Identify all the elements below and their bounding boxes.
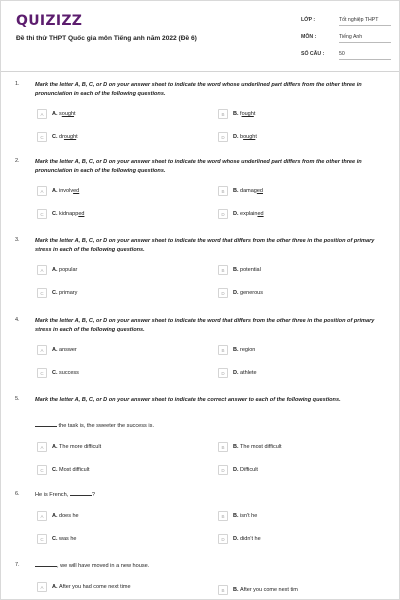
question-number: 1. bbox=[15, 81, 20, 87]
option-text bbox=[52, 584, 131, 590]
option-letter-box[interactable]: B bbox=[218, 109, 228, 119]
answer-option-a[interactable] bbox=[37, 511, 197, 523]
option-text bbox=[52, 536, 76, 542]
option-word: kidnapp bbox=[59, 211, 79, 217]
option-letter: C. bbox=[52, 467, 60, 473]
answer-option-a[interactable] bbox=[37, 186, 197, 198]
option-text bbox=[52, 370, 79, 376]
question-instruction: Mark the letter A, B, C, or D on your answer sheet to indicate the word that differs from the other three in the position of primary stress in each of the following questions. bbox=[35, 238, 375, 253]
answer-option-b[interactable] bbox=[218, 511, 378, 523]
option-word: involv bbox=[59, 188, 74, 194]
answer-option-a[interactable] bbox=[37, 442, 197, 454]
option-text bbox=[52, 290, 77, 296]
underlined-part: ough bbox=[243, 134, 256, 140]
option-text bbox=[52, 267, 77, 273]
option-letter-box[interactable]: A bbox=[37, 265, 47, 275]
option-text bbox=[52, 444, 101, 450]
meta-value: Tiếng Anh bbox=[339, 34, 391, 43]
option-letter-box[interactable]: C bbox=[37, 132, 47, 142]
option-word: success bbox=[59, 370, 79, 376]
option-word: was he bbox=[59, 536, 77, 542]
meta-label: LỚP : bbox=[301, 17, 316, 23]
option-text bbox=[52, 188, 79, 194]
answer-option-d[interactable] bbox=[218, 132, 378, 144]
option-text bbox=[52, 134, 78, 140]
option-letter: A. bbox=[52, 111, 60, 117]
option-letter-box[interactable]: D bbox=[218, 368, 228, 378]
option-text bbox=[52, 467, 90, 473]
option-letter-box[interactable]: C bbox=[37, 288, 47, 298]
option-word: After you had come next time bbox=[59, 584, 131, 590]
question-number: 3. bbox=[15, 237, 20, 243]
answer-option-b[interactable] bbox=[218, 265, 378, 277]
option-letter-box[interactable]: B bbox=[218, 442, 228, 452]
option-text bbox=[233, 211, 264, 217]
answer-option-d[interactable] bbox=[218, 465, 378, 477]
question-number: 6. bbox=[15, 491, 20, 497]
question-instruction: Mark the letter A, B, C, or D on your answer sheet to indicate the word whose underlined part differs from the other three in pronunciation in each of the following questions. bbox=[35, 159, 362, 174]
answer-option-d[interactable] bbox=[218, 209, 378, 221]
option-text bbox=[52, 111, 76, 117]
option-letter: A. bbox=[52, 584, 60, 590]
answer-option-d[interactable] bbox=[218, 534, 378, 546]
underlined-part: ed bbox=[78, 211, 85, 217]
option-text bbox=[52, 513, 79, 519]
question bbox=[1, 491, 399, 571]
option-word: primary bbox=[59, 290, 78, 296]
option-letter-box[interactable]: D bbox=[218, 288, 228, 298]
meta-row-count bbox=[301, 49, 396, 66]
option-letter: C. bbox=[52, 370, 60, 376]
answer-option-b[interactable] bbox=[218, 345, 378, 357]
option-letter: A. bbox=[52, 188, 60, 194]
option-word: isn't he bbox=[240, 513, 258, 519]
option-word: t bbox=[76, 134, 78, 140]
option-text bbox=[233, 513, 257, 519]
option-word: After you come next tim bbox=[240, 587, 298, 593]
option-text bbox=[233, 347, 255, 353]
option-word: region bbox=[240, 347, 256, 353]
option-word: t bbox=[253, 111, 256, 117]
option-word: The most difficult bbox=[240, 444, 282, 450]
option-letter: B. bbox=[233, 347, 241, 353]
answer-blank bbox=[70, 491, 92, 496]
option-word: The more difficult bbox=[59, 444, 102, 450]
option-letter-box[interactable]: B bbox=[218, 186, 228, 196]
question bbox=[1, 237, 399, 317]
option-letter: D. bbox=[233, 370, 241, 376]
option-letter-box[interactable]: A bbox=[37, 511, 47, 521]
answer-option-c[interactable] bbox=[37, 209, 197, 221]
question-number: 2. bbox=[15, 158, 20, 164]
answer-blank bbox=[35, 422, 57, 427]
question bbox=[1, 562, 399, 600]
answer-option-d[interactable] bbox=[218, 288, 378, 300]
option-letter-box[interactable]: D bbox=[218, 534, 228, 544]
option-word: s bbox=[59, 111, 62, 117]
option-letter: D. bbox=[233, 134, 241, 140]
option-letter-box[interactable]: D bbox=[218, 209, 228, 219]
underlined-part: ed bbox=[73, 188, 80, 194]
option-letter: B. bbox=[233, 111, 241, 117]
option-text bbox=[52, 347, 77, 353]
option-word: t bbox=[74, 111, 76, 117]
answer-option-c[interactable] bbox=[37, 465, 197, 477]
header-divider bbox=[1, 71, 399, 72]
option-word: Most difficult bbox=[59, 467, 90, 473]
option-letter-box[interactable]: C bbox=[37, 368, 47, 378]
option-text bbox=[233, 444, 282, 450]
question-instruction: Mark the letter A, B, C, or D on your answer sheet to indicate the word that differs from the other three in the position of primary stress in each of the following questions. bbox=[35, 318, 375, 333]
option-word: potential bbox=[240, 267, 261, 273]
option-letter-box[interactable]: A bbox=[37, 345, 47, 355]
question-stem bbox=[35, 422, 383, 431]
underlined-part: ed bbox=[256, 188, 263, 194]
meta-row-class bbox=[301, 15, 396, 32]
option-letter: A. bbox=[52, 267, 60, 273]
option-letter-box[interactable]: C bbox=[37, 534, 47, 544]
answer-option-a[interactable] bbox=[37, 345, 197, 357]
option-letter: B. bbox=[233, 587, 241, 593]
option-text bbox=[233, 290, 263, 296]
option-letter: D. bbox=[233, 211, 241, 217]
option-letter-box[interactable]: B bbox=[218, 511, 228, 521]
option-letter: B. bbox=[233, 444, 241, 450]
question-number: 5. bbox=[15, 396, 20, 402]
option-text bbox=[233, 134, 257, 140]
option-letter: C. bbox=[52, 211, 60, 217]
meta-label: SỐ CÂU : bbox=[301, 51, 325, 57]
option-letter-box[interactable]: A bbox=[37, 109, 47, 119]
option-letter: A. bbox=[52, 347, 60, 353]
option-letter-box[interactable]: B bbox=[218, 585, 228, 595]
option-word: Difficult bbox=[240, 467, 258, 473]
option-text bbox=[233, 188, 263, 194]
question-instruction: Mark the letter A, B, C, or D on your answer sheet to indicate the word whose underlined part differs from the other three in pronunciation in each of the following questions. bbox=[35, 82, 362, 97]
answer-option-c[interactable] bbox=[37, 368, 197, 380]
option-letter-box[interactable]: B bbox=[218, 345, 228, 355]
answer-option-b[interactable] bbox=[218, 442, 378, 454]
option-word: b bbox=[240, 134, 244, 140]
option-text bbox=[233, 536, 261, 542]
underlined-part: ough bbox=[241, 111, 254, 117]
option-word: damag bbox=[240, 188, 257, 194]
option-letter: C. bbox=[52, 134, 60, 140]
stem-text: the task is, the sweeter the success is. bbox=[57, 423, 155, 429]
option-letter-box[interactable]: A bbox=[37, 186, 47, 196]
option-letter-box[interactable]: C bbox=[37, 209, 47, 219]
stem-text: , we will have moved in a new house. bbox=[57, 563, 150, 569]
option-letter: A. bbox=[52, 513, 60, 519]
option-word: popular bbox=[59, 267, 78, 273]
option-letter: D. bbox=[233, 467, 241, 473]
answer-option-b[interactable] bbox=[218, 585, 378, 597]
option-text bbox=[52, 211, 84, 217]
worksheet-meta bbox=[301, 15, 396, 66]
option-word: answer bbox=[59, 347, 77, 353]
option-letter: D. bbox=[233, 290, 241, 296]
option-letter: B. bbox=[233, 513, 241, 519]
underlined-part: ough bbox=[63, 134, 77, 140]
stem-text: ? bbox=[91, 492, 95, 498]
question-stem bbox=[35, 491, 383, 500]
option-word: didn't he bbox=[240, 536, 261, 542]
option-text bbox=[233, 370, 257, 376]
option-text bbox=[233, 587, 298, 593]
option-text bbox=[233, 267, 261, 273]
answer-option-b[interactable] bbox=[218, 109, 378, 121]
answer-option-c[interactable] bbox=[37, 534, 197, 546]
option-letter-box[interactable]: B bbox=[218, 265, 228, 275]
option-word: f bbox=[240, 111, 242, 117]
answer-option-c[interactable] bbox=[37, 288, 197, 300]
answer-option-a[interactable] bbox=[37, 265, 197, 277]
option-letter: D. bbox=[233, 536, 241, 542]
answer-option-c[interactable] bbox=[37, 132, 197, 144]
option-word: athlete bbox=[240, 370, 257, 376]
quizizz-logo: QUIZIZZ bbox=[16, 13, 83, 29]
option-word: does he bbox=[59, 513, 79, 519]
meta-label: MÔN : bbox=[301, 34, 317, 40]
answer-option-b[interactable] bbox=[218, 186, 378, 198]
option-word: dr bbox=[59, 134, 64, 140]
question bbox=[1, 81, 399, 161]
answer-blank bbox=[35, 562, 57, 567]
meta-value: Tốt nghiệp THPT bbox=[339, 17, 391, 26]
option-word: explain bbox=[240, 211, 258, 217]
worksheet-header bbox=[1, 1, 399, 67]
option-letter: B. bbox=[233, 267, 241, 273]
meta-value: 50 bbox=[339, 51, 391, 60]
answer-option-a[interactable] bbox=[37, 582, 197, 594]
underlined-part: ough bbox=[61, 111, 75, 117]
option-letter-box[interactable]: A bbox=[37, 442, 47, 452]
option-letter: C. bbox=[52, 290, 60, 296]
option-letter-box[interactable]: D bbox=[218, 132, 228, 142]
worksheet-title: Đề thi thử THPT Quốc gia môn Tiếng anh năm 2022 (Đề 6) bbox=[16, 35, 197, 42]
question-instruction: Mark the letter A, B, C, or D on your answer sheet to indicate the correct answer to each of the following questions. bbox=[35, 397, 341, 403]
underlined-part: ed bbox=[257, 211, 264, 217]
option-letter: C. bbox=[52, 536, 60, 542]
option-letter-box[interactable]: A bbox=[37, 582, 47, 592]
question-number: 4. bbox=[15, 317, 20, 323]
option-letter: B. bbox=[233, 188, 241, 194]
option-text bbox=[233, 467, 258, 473]
question bbox=[1, 396, 399, 476]
answer-option-a[interactable] bbox=[37, 109, 197, 121]
answer-option-d[interactable] bbox=[218, 368, 378, 380]
option-word: t bbox=[255, 134, 257, 140]
option-letter: A. bbox=[52, 444, 60, 450]
option-text bbox=[233, 111, 255, 117]
question bbox=[1, 158, 399, 238]
stem-text: He is French, bbox=[35, 492, 70, 498]
question-number: 7. bbox=[15, 562, 20, 568]
question bbox=[1, 317, 399, 397]
option-word: generous bbox=[240, 290, 263, 296]
question-stem bbox=[35, 562, 383, 571]
option-letter-box[interactable]: C bbox=[37, 465, 47, 475]
option-letter-box[interactable]: D bbox=[218, 465, 228, 475]
meta-row-subject bbox=[301, 32, 396, 49]
